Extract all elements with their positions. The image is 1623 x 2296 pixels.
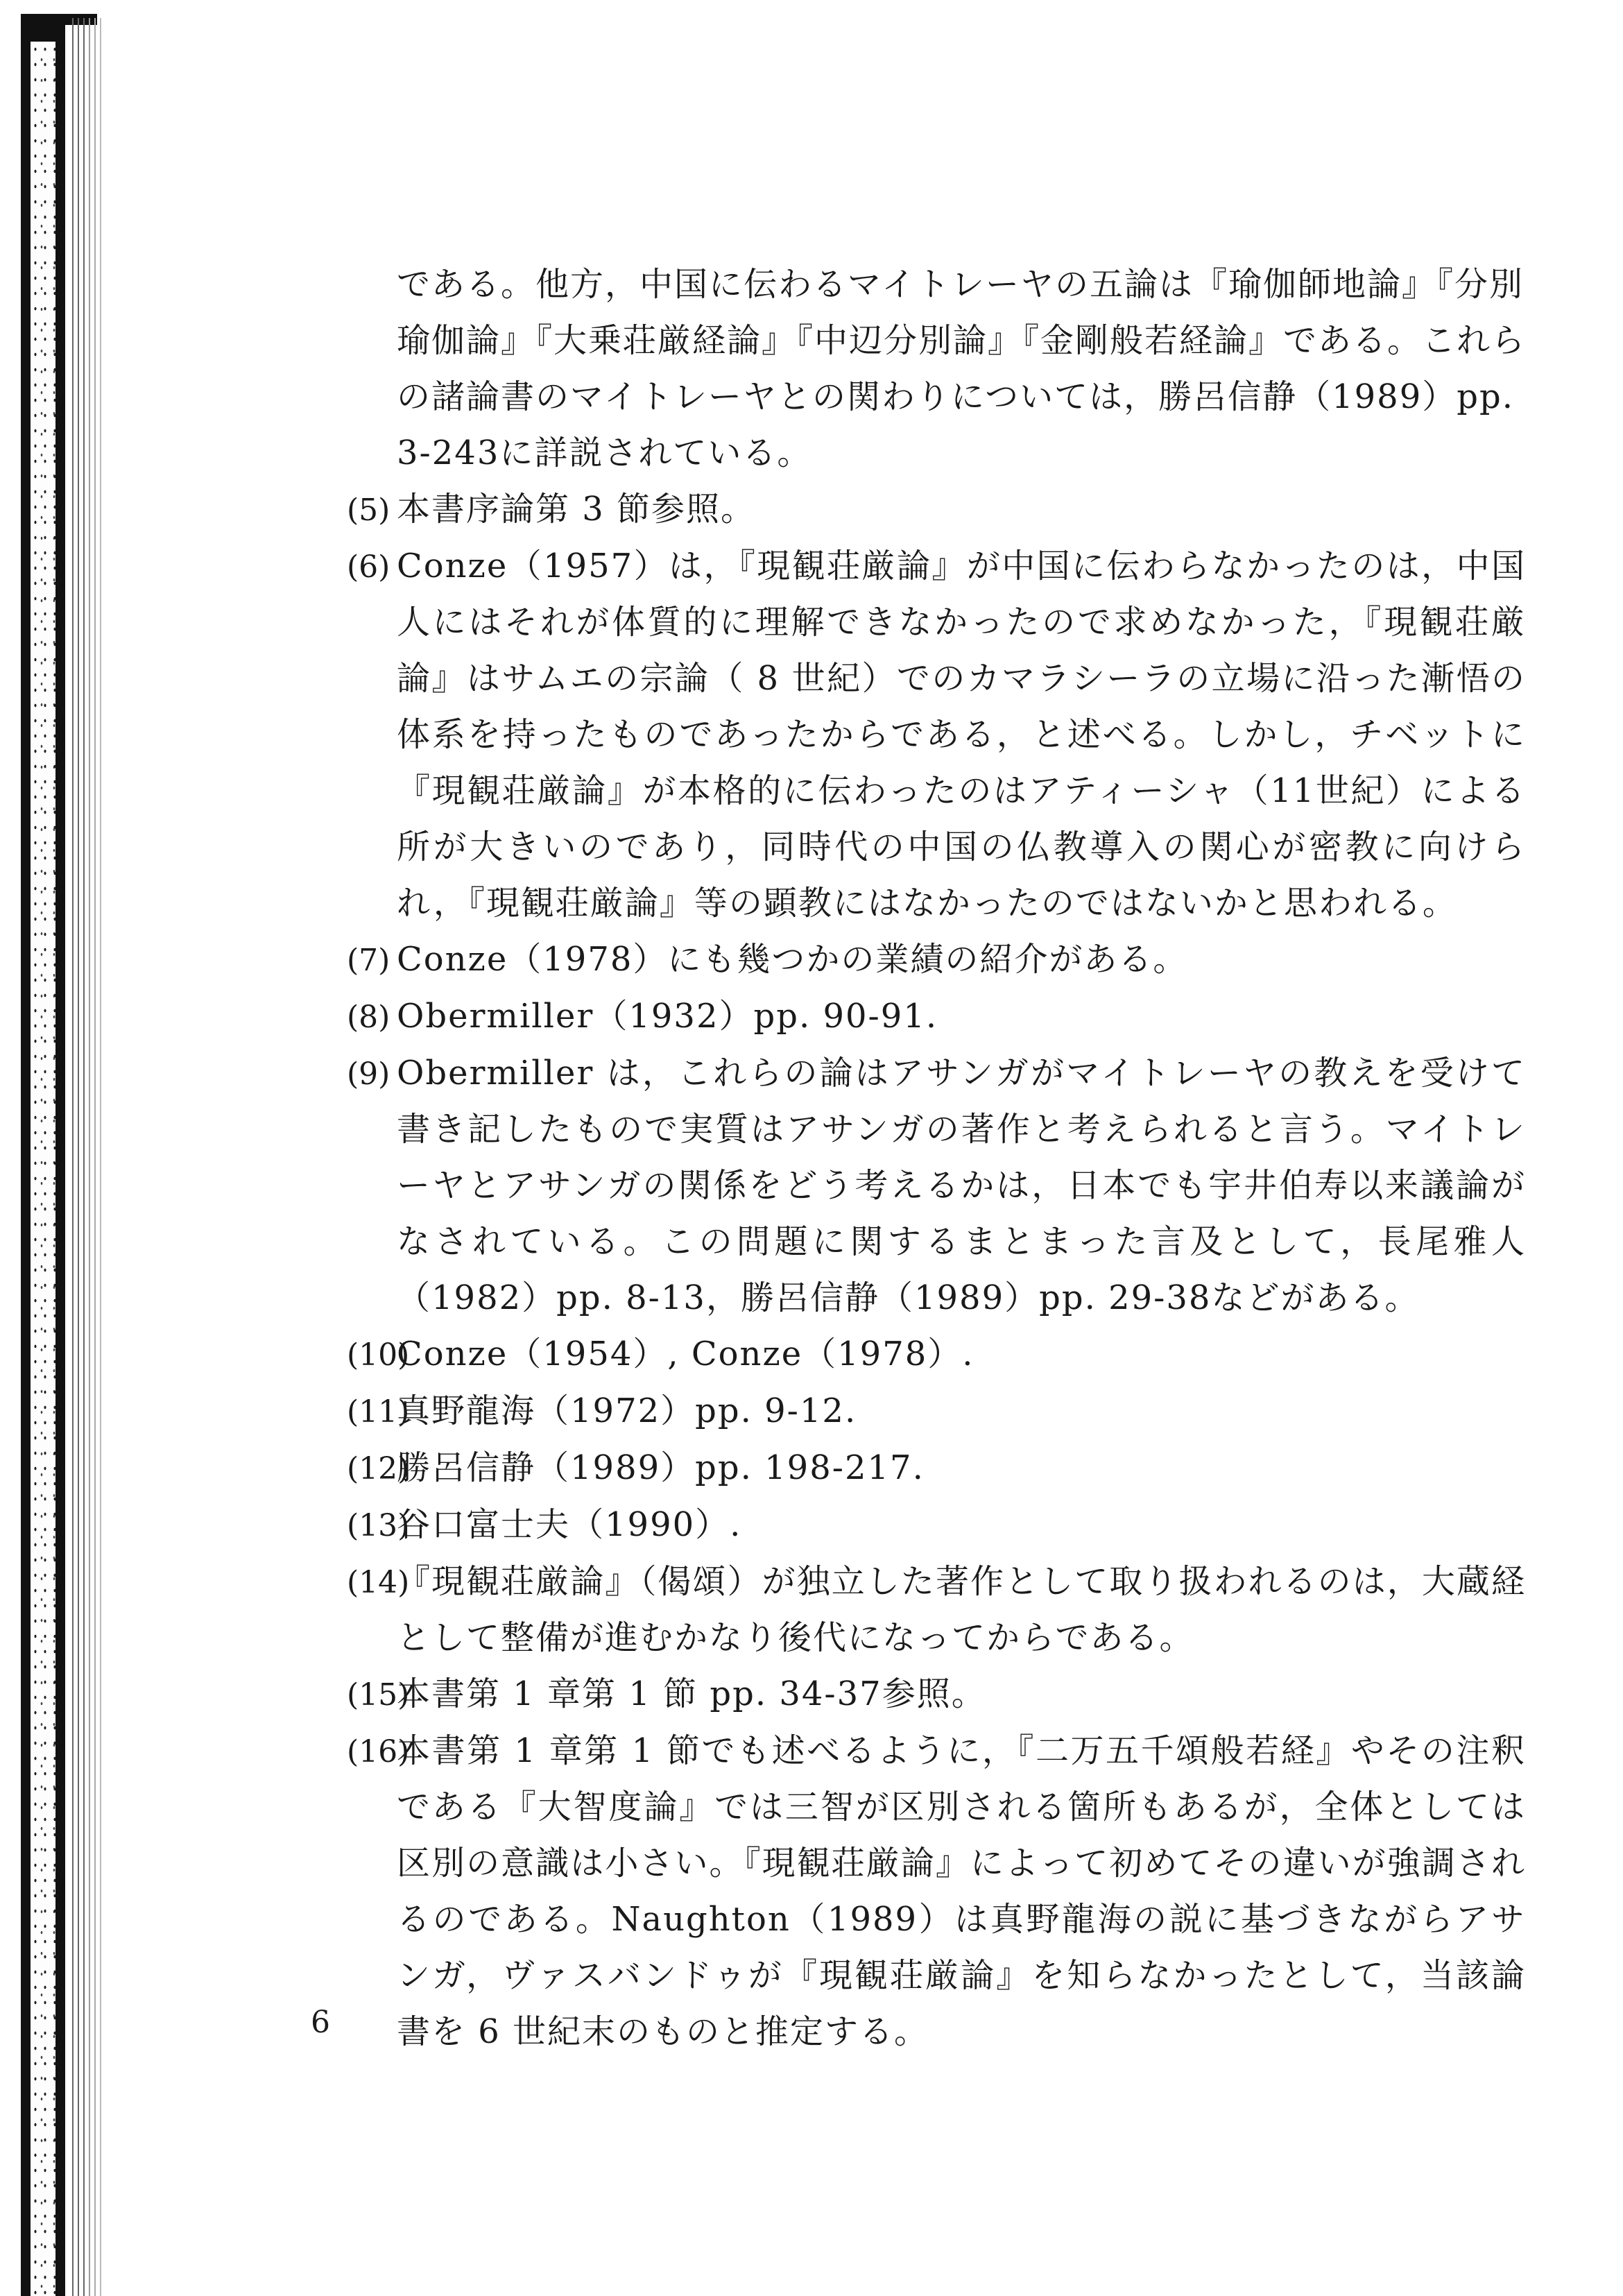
- endnote-text: Conze（1978）にも幾つかの業績の紹介がある。: [397, 940, 1188, 979]
- page-edge-line: [89, 18, 90, 2296]
- page-edge-line: [78, 18, 79, 2296]
- endnote-text: Conze（1954）, Conze（1978）.: [397, 1335, 974, 1373]
- endnote-text: Obermiller（1932）pp. 90-91.: [397, 997, 938, 1036]
- endnote-text: 本書序論第 3 節参照。: [397, 490, 756, 529]
- endnote-text: 『現観荘厳論』（偈頌）が独立した著作として取り扱われるのは，大蔵経として整備が進むかなり後代になってからである。: [397, 1562, 1526, 1657]
- endnote-number: (14): [347, 1565, 410, 1600]
- endnote-text: 勝呂信静（1989）pp. 198-217.: [397, 1448, 925, 1487]
- endnote-text: 真野龍海（1972）pp. 9-12.: [397, 1391, 857, 1430]
- endnote-number: (9): [347, 1056, 390, 1092]
- scanned-book-spine: [0, 0, 111, 2296]
- endnote: [347, 1383, 1526, 1440]
- endnote-text: Conze（1957）は，『現観荘厳論』が中国に伝わらなかったのは，中国人にはそれが体質的に理解できなかったので求めなかった，『現観荘厳論』はサムエの宗論（ 8 世紀）でのカマラシーラの立場に沿った漸悟の体系を持ったものであったからである，と述べる。しかし，チベットに『現観荘厳論』が本格的に伝わったのはアティーシャ（11世紀）による所が大きいのであり，同時代の中国の仏教導入の関心が密教に向けられ，『現観荘厳論』等の顕教にはなかったのではないかと思われる。: [397, 547, 1526, 923]
- endnote-number: (10): [347, 1337, 410, 1373]
- endnote-number: (6): [347, 549, 390, 585]
- endnote-text: 本書第 1 章第 1 節 pp. 34-37参照。: [397, 1674, 986, 1713]
- endnote: [347, 1045, 1526, 1326]
- endnote: [347, 932, 1526, 988]
- endnote-text: Obermiller は，これらの論はアサンガがマイトレーヤの教えを受けて書き記したもので実質はアサンガの著作と考えられると言う。マイトレーヤとアサンガの関係をどう考えるかは，日本でも宇井伯寿以来議論がなされている。この問題に関するまとまった言及として，長尾雅人（1982）pp. 8-13，勝呂信静（1989）pp. 29-38などがある。: [397, 1054, 1526, 1317]
- endnote: [347, 1554, 1526, 1666]
- endnote: [347, 1326, 1526, 1383]
- endnote-text: 本書第 1 章第 1 節でも述べるように，『二万五千頌般若経』やその注釈である『大智度論』では三智が区別される箇所もあるが，全体としては区別の意識は小さい。『現観荘厳論』によって初めてその違いが強調されるのである。Naughton（1989）は真野龍海の説に基づきながらアサンガ，ヴァスバンドゥが『現観荘厳論』を知らなかったとして，当該論書を 6 世紀末のものと推定する。: [397, 1731, 1526, 2051]
- page-number: 6: [311, 2005, 330, 2040]
- endnote-number: (8): [347, 1000, 390, 1035]
- spine-top-edge: [21, 14, 97, 25]
- continued-note-text: である。他方，中国に伝わるマイトレーヤの五論は『瑜伽師地論』『分別瑜伽論』『大乗荘厳経論』『中辺分別論』『金剛般若経論』である。これらの諸論書のマイトレーヤとの関わりについては，勝呂信静（1989）pp. 3-243に詳説されている。: [397, 265, 1527, 472]
- endnote-number: (11): [347, 1394, 410, 1430]
- page-edge-line: [100, 18, 101, 2296]
- endnote: [347, 1440, 1526, 1497]
- endnote-number: (7): [347, 943, 390, 978]
- page-edge-line: [72, 18, 74, 2296]
- endnote: [347, 481, 1526, 538]
- endnote: [347, 1666, 1526, 1723]
- endnotes-list: [347, 481, 1526, 2060]
- endnote-number: (16): [347, 1734, 410, 1770]
- endnote-number: (15): [347, 1677, 410, 1713]
- endnote: [347, 1723, 1526, 2060]
- endnote: [347, 988, 1526, 1045]
- notes-body: [347, 257, 1526, 2060]
- page-edge-line: [83, 18, 85, 2296]
- page-edge-line: [94, 18, 96, 2296]
- endnote-number: (5): [347, 492, 390, 528]
- endnote-text: 谷口富士夫（1990）.: [397, 1505, 742, 1544]
- endnote: [347, 1497, 1526, 1554]
- spine-speckle: [31, 42, 55, 2296]
- endnote-number: (12): [347, 1451, 410, 1487]
- endnote: [347, 538, 1526, 932]
- endnote-number: (13): [347, 1508, 410, 1543]
